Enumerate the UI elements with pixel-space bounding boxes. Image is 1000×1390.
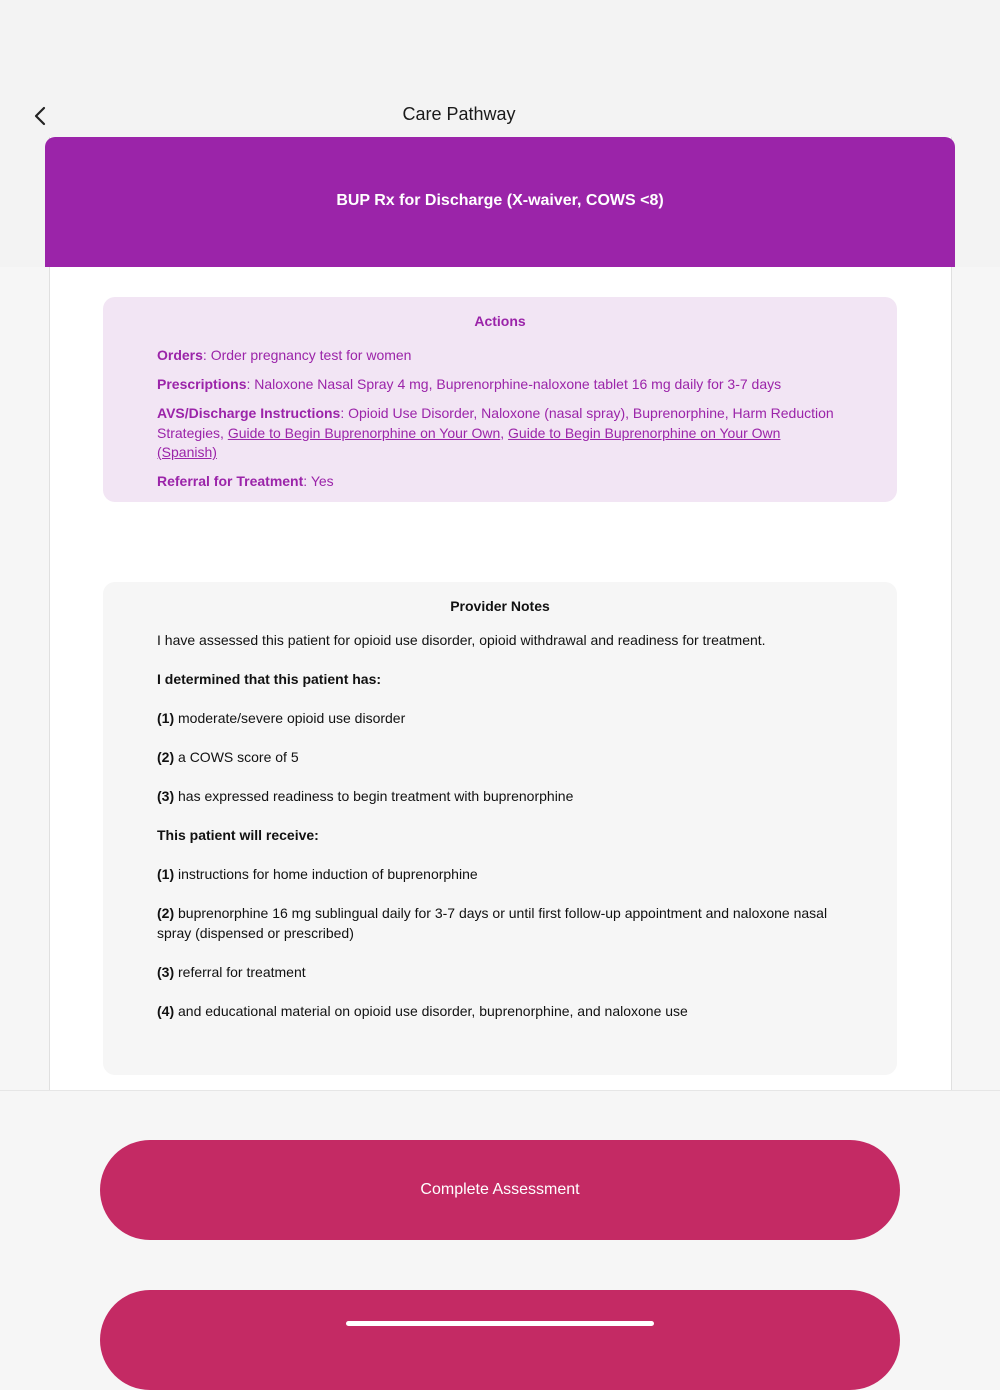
list-item xyxy=(157,748,843,768)
guide-spanish-link[interactable]: Guide to Begin Buprenorphine on Your Own (Spanish) xyxy=(157,424,781,460)
item-number: (3) xyxy=(157,788,175,804)
item-text: instructions for home induction of buprenorphine xyxy=(178,866,478,882)
avs-text: Opioid Use Disorder, Naloxone (nasal spray), Buprenorphine, Harm Reduction Strategies, xyxy=(157,405,834,441)
item-number: (1) xyxy=(157,710,175,726)
referral-text: Yes xyxy=(310,473,334,489)
item-number: (2) xyxy=(157,749,175,765)
actions-heading: Actions xyxy=(474,313,526,329)
determined-heading xyxy=(157,670,843,690)
orders-text: Order pregnancy test for women xyxy=(210,347,412,363)
item-number: (4) xyxy=(157,1002,175,1019)
notes-intro: I have assessed this patient for opioid use disorder, opioid withdrawal and readiness for treatment. xyxy=(157,632,766,648)
item-text: a COWS score of 5 xyxy=(178,749,299,765)
determined-heading-text: I determined that this patient has: xyxy=(157,671,382,687)
prescriptions-label: Prescriptions xyxy=(157,376,247,392)
item-number: (3) xyxy=(157,963,175,980)
item-text: moderate/severe opioid use disorder xyxy=(178,710,406,726)
avs-label: AVS/Discharge Instructions xyxy=(157,405,341,421)
list-item xyxy=(157,865,843,885)
referral-label: Referral for Treatment xyxy=(157,473,304,489)
receive-heading xyxy=(157,826,843,846)
secondary-action-button[interactable] xyxy=(100,1290,900,1390)
prescriptions-line: Prescriptions: Naloxone Nasal Spray 4 mg, Buprenorphine-naloxone tablet 16 mg daily for 3-7 days xyxy=(157,376,782,392)
actions-box xyxy=(103,297,897,502)
pathway-title: BUP Rx for Discharge (X-waiver, COWS <8) xyxy=(336,192,664,209)
page-title: Care Pathway xyxy=(402,104,516,124)
provider-notes-box xyxy=(103,582,897,1075)
pathway-header xyxy=(45,137,955,267)
referral-line: Referral for Treatment: Yes xyxy=(157,473,334,489)
complete-assessment-button[interactable]: Complete Assessment xyxy=(100,1140,900,1240)
receive-heading-text: This patient will receive: xyxy=(157,827,319,843)
guide-link[interactable]: Guide to Begin Buprenorphine on Your Own xyxy=(227,424,501,441)
list-item xyxy=(157,904,843,943)
provider-notes-heading: Provider Notes xyxy=(450,598,550,614)
item-text: has expressed readiness to begin treatment with buprenorphine xyxy=(178,788,574,804)
item-text: referral for treatment xyxy=(178,963,306,980)
avs-line: AVS/Discharge Instructions: Opioid Use Disorder, Naloxone (nasal spray), Buprenorphine, Harm Reduction Strategies, Guide to Begin Buprenorphine on Your Own, Guide to Begin Buprenorphine on Your Own (Spanish) xyxy=(157,405,834,460)
home-indicator xyxy=(346,1321,654,1326)
item-number: (1) xyxy=(157,866,175,882)
item-text: buprenorphine 16 mg sublingual daily for 3-7 days or until first follow-up appointment and naloxone nasal spray (dispensed or prescribed) xyxy=(157,905,828,941)
orders-label: Orders xyxy=(157,347,203,363)
item-number: (2) xyxy=(157,905,175,921)
item-text: and educational material on opioid use disorder, buprenorphine, and naloxone use xyxy=(178,1002,688,1019)
list-item xyxy=(157,1002,843,1022)
list-item xyxy=(157,709,843,729)
list-item xyxy=(157,787,843,807)
list-item xyxy=(157,963,843,983)
orders-line: Orders: Order pregnancy test for women xyxy=(157,347,412,363)
prescriptions-text: Naloxone Nasal Spray 4 mg, Buprenorphine-naloxone tablet 16 mg daily for 3-7 days xyxy=(254,376,782,392)
